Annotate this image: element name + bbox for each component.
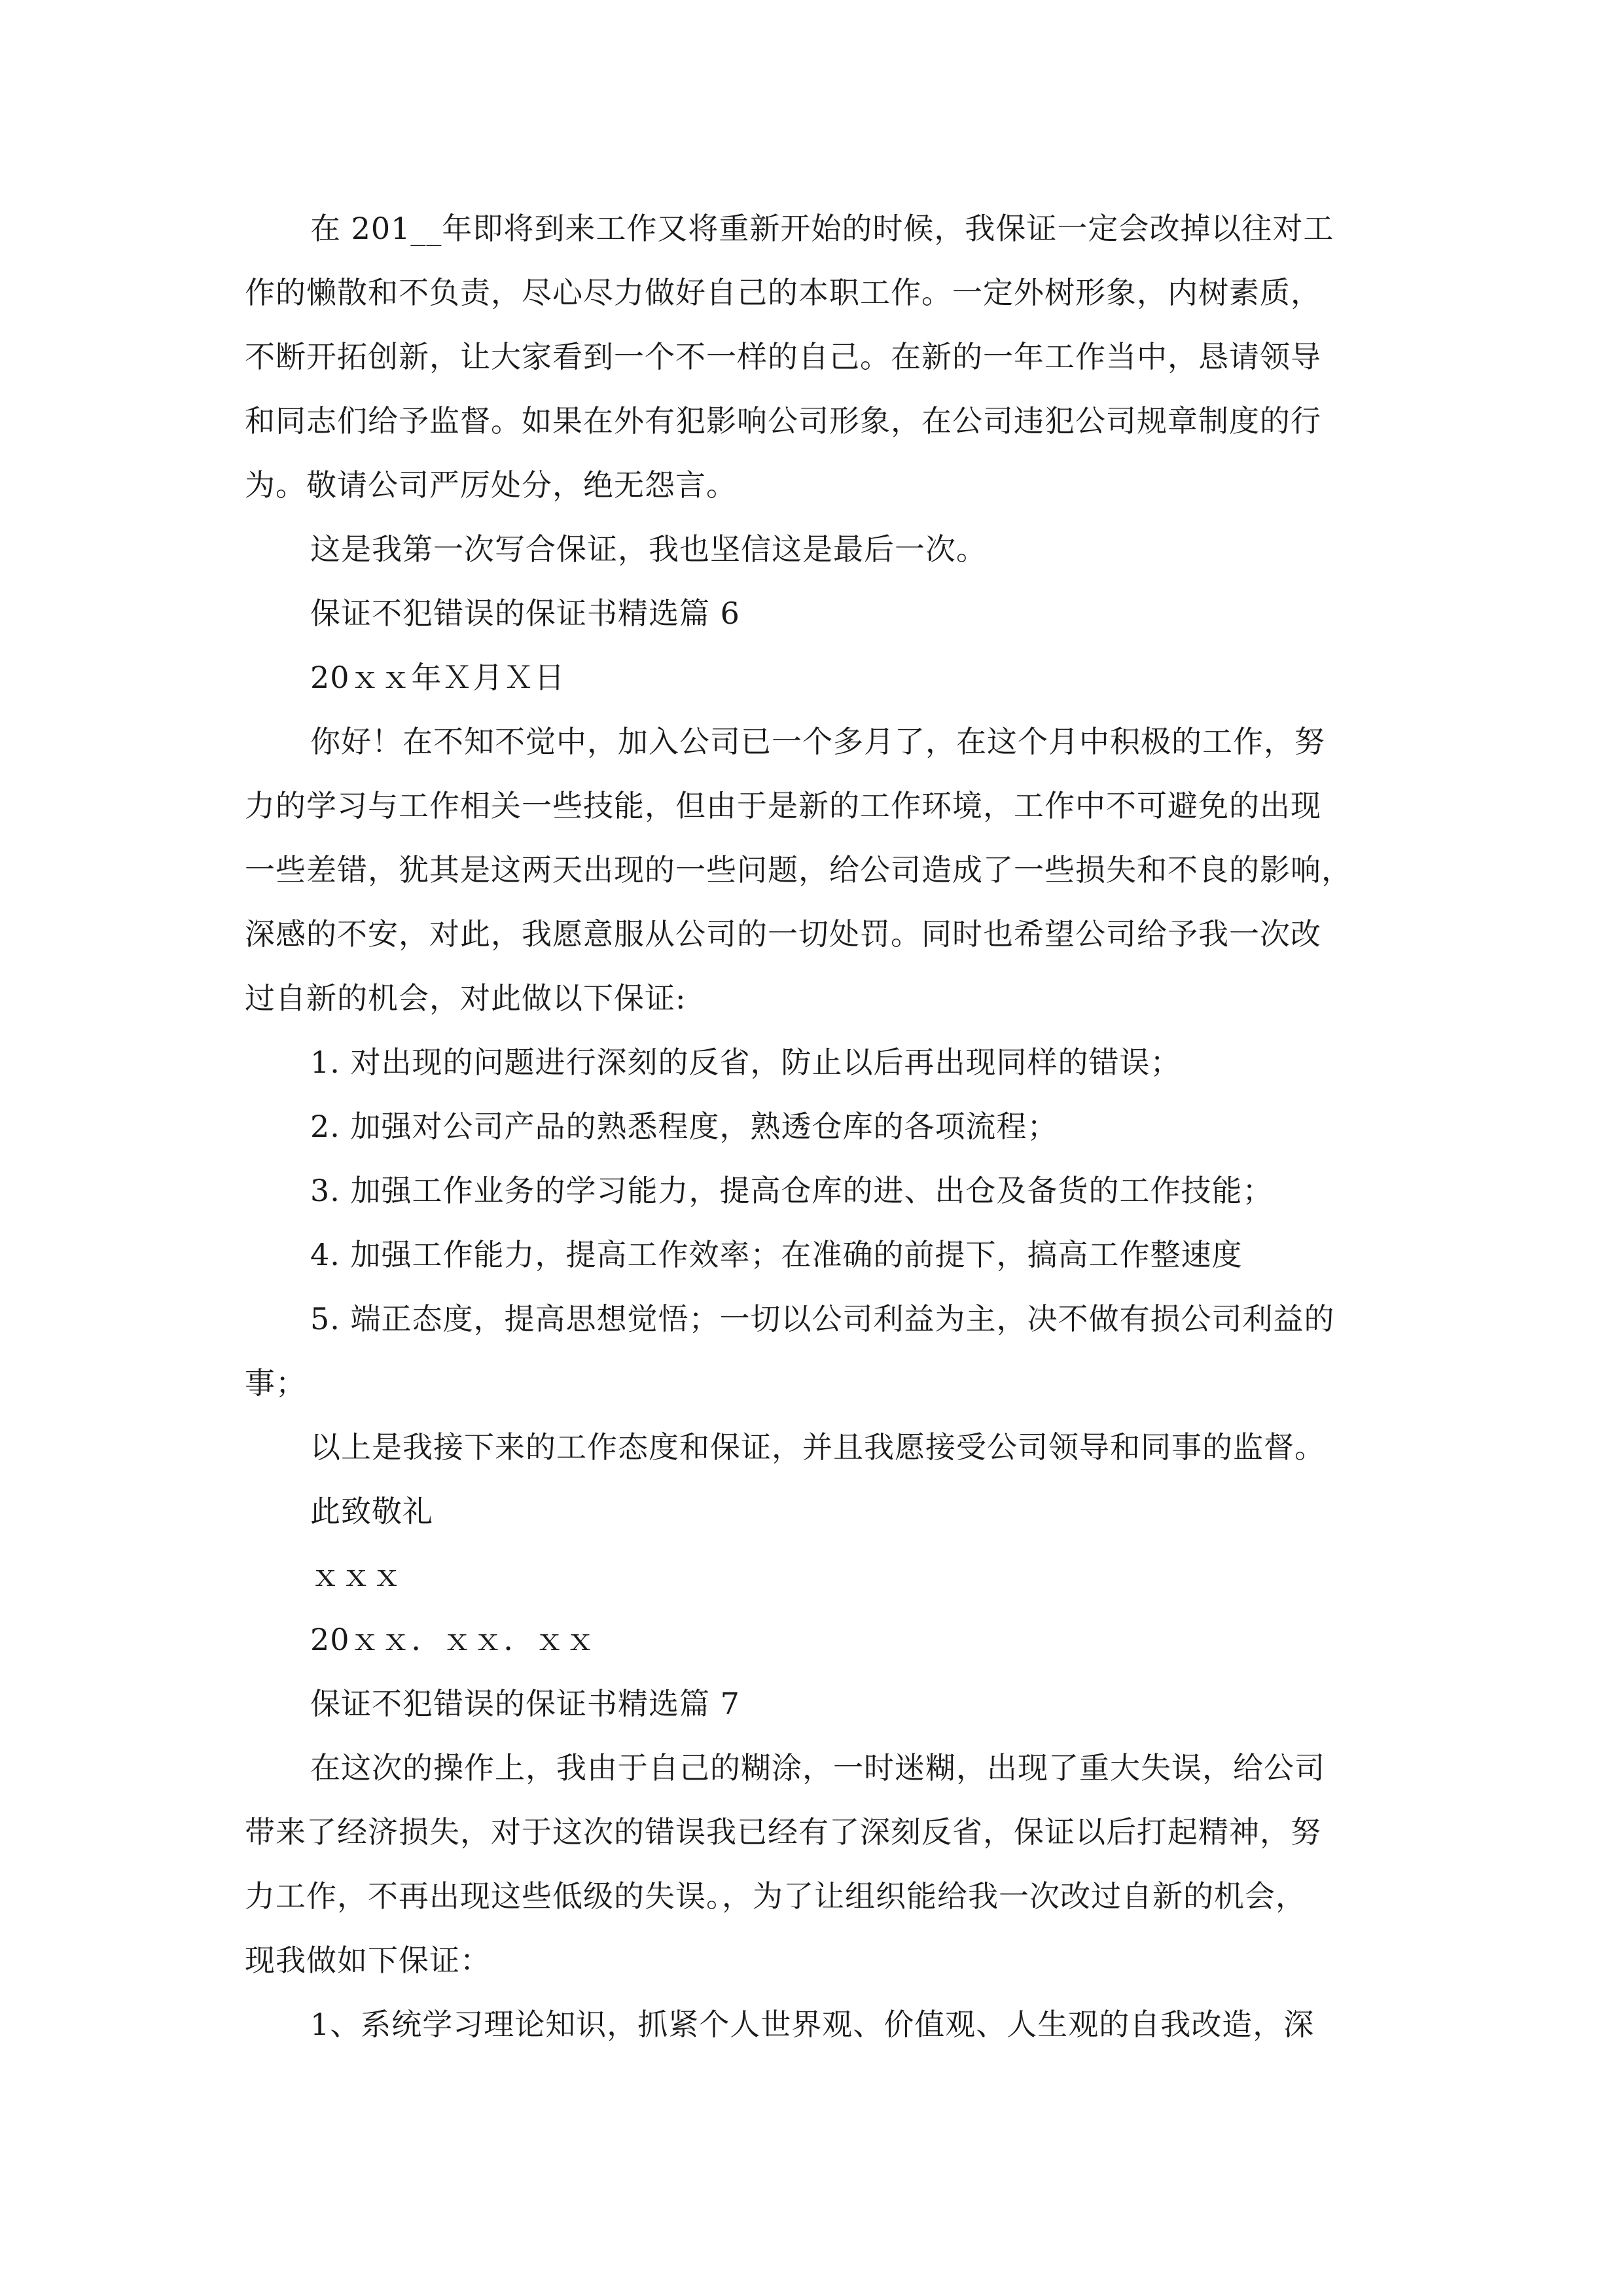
paragraph-line: 在 201__年即将到来工作又将重新开始的时候，我保证一定会改掉以往对工 <box>310 211 1334 246</box>
date-line: 20ｘｘ年Ｘ月Ｘ日 <box>310 660 565 695</box>
closing-salutation: 此致敬礼 <box>310 1494 433 1529</box>
section-heading: 保证不犯错误的保证书精选篇 7 <box>310 1686 740 1721</box>
paragraph-line: 以上是我接下来的工作态度和保证，并且我愿接受公司领导和同事的监督。 <box>310 1429 1325 1465</box>
section-heading: 保证不犯错误的保证书精选篇 6 <box>310 596 740 631</box>
paragraph-line: 作的懒散和不负责，尽心尽力做好自己的本职工作。一定外树形象，内树素质， <box>245 275 1321 310</box>
paragraph-line: 现我做如下保证： <box>245 1943 491 1978</box>
list-item: 4. 加强工作能力，提高工作效率；在准确的前提下，搞高工作整速度 <box>310 1237 1243 1272</box>
list-item: 2. 加强对公司产品的熟悉程度，熟透仓库的各项流程； <box>310 1109 1058 1144</box>
list-item: 1、系统学习理论知识，抓紧个人世界观、价值观、人生观的自我改造，深 <box>310 2007 1315 2042</box>
list-item-continuation: 事； <box>245 1365 306 1401</box>
paragraph-line: 不断开拓创新，让大家看到一个不一样的自己。在新的一年工作当中，恳请领导 <box>245 339 1321 374</box>
paragraph-line: 深感的不安，对此，我愿意服从公司的一切处罚。同时也希望公司给予我一次改 <box>245 916 1321 952</box>
signature-name: ｘｘｘ <box>310 1558 402 1593</box>
paragraph-line: 一些差错，犹其是这两天出现的一些问题，给公司造成了一些损失和不良的影响， <box>245 852 1352 888</box>
paragraph-line: 为。敬请公司严厉处分，绝无怨言。 <box>245 467 737 503</box>
paragraph-line: 带来了经济损失，对于这次的错误我已经有了深刻反省，保证以后打起精神，努 <box>245 1814 1321 1850</box>
paragraph-line: 你好！在不知不觉中，加入公司已一个多月了，在这个月中积极的工作，努 <box>310 724 1325 759</box>
paragraph-line: 力工作，不再出现这些低级的失误。，为了让组织能给我一次改过自新的机会， <box>245 1878 1306 1914</box>
document-body <box>245 196 1383 2056</box>
paragraph-line: 过自新的机会，对此做以下保证: <box>245 980 687 1016</box>
paragraph-line: 力的学习与工作相关一些技能，但由于是新的工作环境，工作中不可避免的出现 <box>245 788 1321 823</box>
list-item: 5. 端正态度，提高思想觉悟；一切以公司利益为主，决不做有损公司利益的 <box>310 1301 1335 1336</box>
paragraph-line: 和同志们给予监督。如果在外有犯影响公司形象，在公司违犯公司规章制度的行 <box>245 403 1321 439</box>
paragraph-line: 这是我第一次写合保证，我也坚信这是最后一次。 <box>310 531 987 567</box>
list-item: 3. 加强工作业务的学习能力，提高仓库的进、出仓及备货的工作技能； <box>310 1173 1274 1208</box>
signature-date: 20ｘｘ．ｘｘ．ｘｘ <box>310 1622 596 1657</box>
list-item: 1. 对出现的问题进行深刻的反省，防止以后再出现同样的错误； <box>310 1045 1181 1080</box>
paragraph-line: 在这次的操作上，我由于自己的糊涂，一时迷糊，出现了重大失误，给公司 <box>310 1750 1325 1785</box>
